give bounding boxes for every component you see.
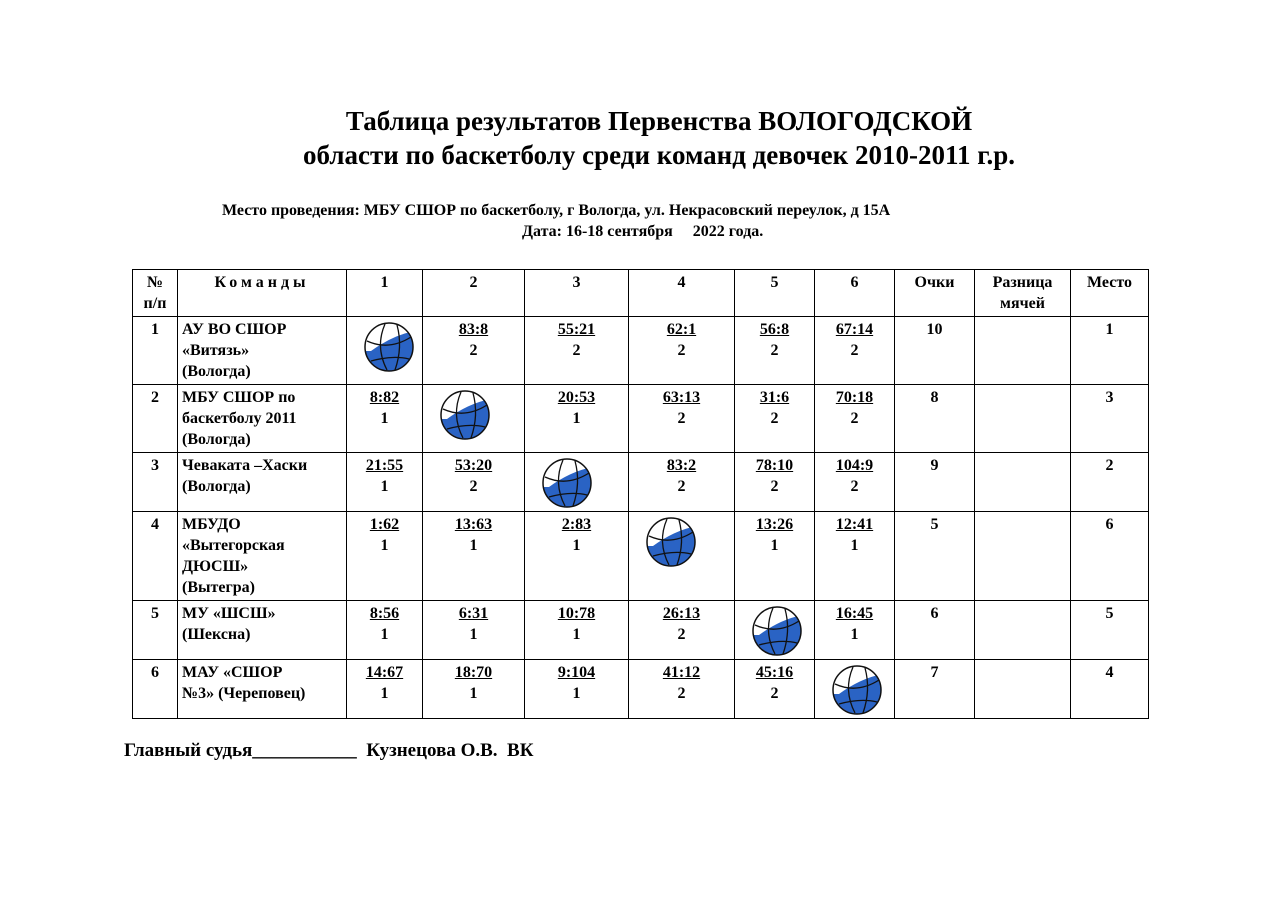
match-points: 1	[572, 626, 581, 643]
team-name-line: МУ «ШСШ»	[182, 605, 276, 622]
match-points: 1	[469, 685, 478, 702]
match-points: 2	[677, 478, 686, 495]
match-result-cell	[629, 317, 735, 385]
match-score: 16:45	[835, 605, 874, 622]
match-score: 8:56	[369, 605, 400, 622]
match-score: 20:53	[557, 389, 596, 406]
match-score: 21:55	[365, 457, 404, 474]
match-result-cell	[423, 601, 525, 660]
match-points: 2	[677, 685, 686, 702]
team-name-line: Чеваката –Хаски	[182, 457, 308, 474]
self-match-cell	[735, 601, 815, 660]
header-col-3: 3	[525, 270, 629, 317]
self-match-cell	[525, 453, 629, 512]
goal-difference	[975, 453, 1071, 512]
team-name	[178, 512, 347, 601]
team-name-line: (Вытегра)	[182, 579, 255, 596]
header-col-1: 1	[347, 270, 423, 317]
header-col-5: 5	[735, 270, 815, 317]
match-result-cell	[347, 385, 423, 453]
match-points: 1	[380, 626, 389, 643]
header-num-line2: п/п	[143, 295, 167, 312]
final-place: 6	[1071, 512, 1149, 601]
team-name	[178, 385, 347, 453]
row-num: 5	[133, 601, 178, 660]
match-result-cell	[735, 317, 815, 385]
match-points: 2	[469, 342, 478, 359]
team-name-line: №3» (Череповец)	[182, 685, 306, 702]
match-score: 67:14	[835, 321, 874, 338]
match-result-cell	[347, 660, 423, 719]
match-score: 13:63	[454, 516, 493, 533]
header-num-line1: №	[146, 274, 164, 291]
match-points: 2	[850, 342, 859, 359]
row-num: 4	[133, 512, 178, 601]
header-points: Очки	[895, 270, 975, 317]
match-score: 10:78	[557, 605, 596, 622]
match-result-cell	[735, 660, 815, 719]
team-name-line: (Вологда)	[182, 478, 251, 495]
basketball-icon	[427, 389, 520, 441]
team-name	[178, 660, 347, 719]
match-points: 1	[380, 410, 389, 427]
team-name-line: (Вологда)	[182, 431, 251, 448]
match-score: 41:12	[662, 664, 701, 681]
match-score: 31:6	[759, 389, 790, 406]
goal-difference	[975, 660, 1071, 719]
match-score: 2:83	[561, 516, 592, 533]
match-points: 1	[469, 626, 478, 643]
match-result-cell	[735, 453, 815, 512]
match-points: 2	[770, 342, 779, 359]
total-points: 5	[895, 512, 975, 601]
match-points: 1	[572, 410, 581, 427]
match-points: 2	[770, 685, 779, 702]
match-score: 26:13	[662, 605, 701, 622]
match-score: 62:1	[666, 321, 697, 338]
self-match-cell	[815, 660, 895, 719]
match-score: 78:10	[755, 457, 794, 474]
team-name-line: МБУ СШОР по	[182, 389, 296, 406]
basketball-icon	[633, 516, 730, 568]
match-result-cell	[525, 660, 629, 719]
date-text: Дата: 16-18 сентября 2022 года.	[522, 223, 764, 240]
match-score: 83:2	[666, 457, 697, 474]
match-points: 2	[850, 478, 859, 495]
header-teams: Команды	[178, 270, 347, 317]
match-score: 70:18	[835, 389, 874, 406]
match-score: 12:41	[835, 516, 874, 533]
match-points: 1	[850, 537, 859, 554]
goal-difference	[975, 512, 1071, 601]
match-result-cell	[735, 385, 815, 453]
match-score: 83:8	[458, 321, 489, 338]
document-title	[0, 104, 1280, 172]
self-match-cell	[347, 317, 423, 385]
header-diff: Разница мячей	[975, 270, 1071, 317]
row-num: 6	[133, 660, 178, 719]
match-result-cell	[347, 512, 423, 601]
match-result-cell	[525, 512, 629, 601]
total-points: 10	[895, 317, 975, 385]
header-col-4: 4	[629, 270, 735, 317]
basketball-icon	[819, 664, 890, 716]
match-score: 45:16	[755, 664, 794, 681]
team-name-line: баскетболу 2011	[182, 410, 297, 427]
total-points: 8	[895, 385, 975, 453]
match-score: 13:26	[755, 516, 794, 533]
match-result-cell	[629, 385, 735, 453]
match-result-cell	[347, 453, 423, 512]
judge-label: Главный судья	[124, 740, 253, 761]
match-result-cell	[629, 660, 735, 719]
match-result-cell	[735, 512, 815, 601]
match-points: 2	[677, 410, 686, 427]
table-row	[133, 453, 1149, 512]
match-score: 104:9	[835, 457, 874, 474]
match-result-cell	[525, 317, 629, 385]
match-score: 63:13	[662, 389, 701, 406]
match-points: 2	[850, 410, 859, 427]
team-name-line: (Шексна)	[182, 626, 251, 643]
match-result-cell	[525, 601, 629, 660]
match-result-cell	[525, 385, 629, 453]
match-points: 1	[572, 537, 581, 554]
goal-difference	[975, 385, 1071, 453]
header-col-2: 2	[423, 270, 525, 317]
self-match-cell	[629, 512, 735, 601]
match-points: 1	[380, 685, 389, 702]
table-row	[133, 385, 1149, 453]
title-line-1: Таблица результатов Первенства ВОЛОГОДСКОЙ	[345, 106, 973, 136]
team-name	[178, 453, 347, 512]
match-points: 1	[850, 626, 859, 643]
team-name-line: МАУ «СШОР	[182, 664, 283, 681]
final-place: 2	[1071, 453, 1149, 512]
match-result-cell	[815, 601, 895, 660]
basketball-icon	[529, 457, 624, 509]
match-result-cell	[629, 453, 735, 512]
match-points: 2	[677, 342, 686, 359]
table-header-row	[133, 270, 1149, 317]
final-place: 4	[1071, 660, 1149, 719]
match-result-cell	[423, 512, 525, 601]
match-result-cell	[423, 660, 525, 719]
goal-difference	[975, 317, 1071, 385]
table-row	[133, 660, 1149, 719]
final-place: 3	[1071, 385, 1149, 453]
total-points: 6	[895, 601, 975, 660]
venue-text: Место проведения: МБУ СШОР по баскетболу, г Вологда, ул. Некрасовский переулок, д 15А	[222, 202, 891, 219]
match-score: 18:70	[454, 664, 493, 681]
match-result-cell	[815, 317, 895, 385]
match-result-cell	[815, 385, 895, 453]
match-score: 55:21	[557, 321, 596, 338]
judge-name: Кузнецова О.В. ВК	[366, 740, 534, 761]
match-result-cell	[423, 317, 525, 385]
match-result-cell	[423, 453, 525, 512]
team-name-line: МБУДО	[182, 516, 241, 533]
team-name-line: «Витязь»	[182, 342, 250, 359]
row-num: 1	[133, 317, 178, 385]
results-table	[132, 269, 1149, 719]
match-score: 6:31	[458, 605, 489, 622]
header-place: Место	[1071, 270, 1149, 317]
team-name-line: (Вологда)	[182, 363, 251, 380]
match-points: 2	[770, 478, 779, 495]
match-points: 2	[770, 410, 779, 427]
match-points: 2	[469, 478, 478, 495]
self-match-cell	[423, 385, 525, 453]
goal-difference	[975, 601, 1071, 660]
match-points: 2	[572, 342, 581, 359]
team-name-line: ДЮСШ»	[182, 558, 249, 575]
match-score: 56:8	[759, 321, 790, 338]
row-num: 3	[133, 453, 178, 512]
team-name	[178, 601, 347, 660]
team-name-line: АУ ВО СШОР	[182, 321, 287, 338]
match-result-cell	[815, 512, 895, 601]
row-num: 2	[133, 385, 178, 453]
table-row	[133, 601, 1149, 660]
header-col-6: 6	[815, 270, 895, 317]
match-score: 14:67	[365, 664, 404, 681]
judge-signature-line: ___________	[252, 740, 357, 761]
match-points: 1	[380, 537, 389, 554]
chief-judge	[124, 740, 534, 762]
match-points: 1	[469, 537, 478, 554]
table-row	[133, 317, 1149, 385]
total-points: 7	[895, 660, 975, 719]
final-place: 1	[1071, 317, 1149, 385]
match-score: 9:104	[557, 664, 596, 681]
match-score: 53:20	[454, 457, 493, 474]
basketball-icon	[739, 605, 810, 657]
team-name	[178, 317, 347, 385]
match-result-cell	[629, 601, 735, 660]
match-points: 1	[770, 537, 779, 554]
match-result-cell	[347, 601, 423, 660]
title-line-2: области по баскетболу среди команд девочек 2010-2011 г.р.	[303, 140, 1015, 170]
match-result-cell	[815, 453, 895, 512]
match-score: 1:62	[369, 516, 400, 533]
total-points: 9	[895, 453, 975, 512]
match-points: 2	[677, 626, 686, 643]
match-points: 1	[380, 478, 389, 495]
basketball-icon	[351, 321, 418, 373]
table-row	[133, 512, 1149, 601]
match-score: 8:82	[369, 389, 400, 406]
header-num	[133, 270, 178, 317]
team-name-line: «Вытегорская	[182, 537, 285, 554]
match-points: 1	[572, 685, 581, 702]
final-place: 5	[1071, 601, 1149, 660]
